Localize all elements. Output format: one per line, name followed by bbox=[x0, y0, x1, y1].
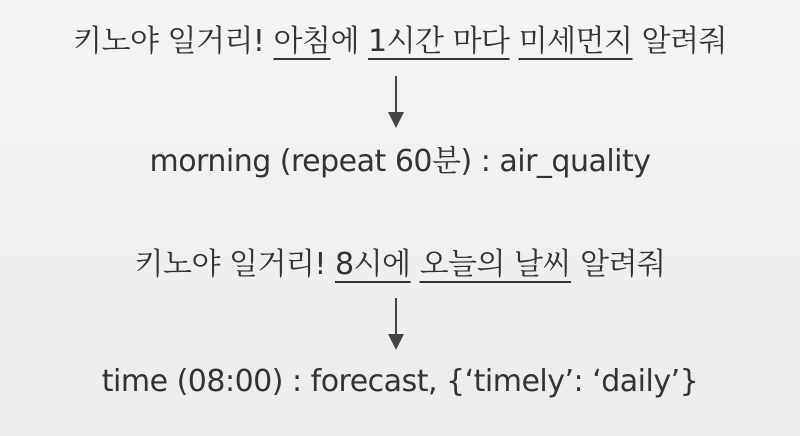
underlined-repeat-interval: 1시간 마다 bbox=[367, 24, 510, 59]
command-1-suffix: 알려줘 bbox=[632, 24, 727, 59]
underlined-topic-weather: 오늘의 날씨 bbox=[419, 247, 572, 282]
result-text-1: morning (repeat 60분) : air_quality bbox=[149, 144, 651, 179]
command-1-particle: 에 bbox=[330, 24, 368, 59]
underlined-time-morning: 아침 bbox=[273, 24, 331, 59]
command-2-prefix: 키노야 일거리! bbox=[134, 247, 335, 282]
command-text-2 bbox=[0, 245, 800, 285]
down-arrow-icon bbox=[386, 296, 406, 356]
result-text-2: time (08:00) : forecast, {‘timely’: ‘daily’} bbox=[101, 364, 699, 399]
command-2-suffix: 알려줘 bbox=[571, 247, 666, 282]
underlined-topic-fine-dust: 미세먼지 bbox=[518, 24, 633, 59]
command-2-space bbox=[411, 247, 420, 282]
down-arrow-icon bbox=[386, 74, 406, 134]
underlined-time-8: 8시에 bbox=[334, 247, 411, 282]
command-1-space bbox=[510, 24, 519, 59]
command-text-1 bbox=[0, 22, 800, 62]
command-1-prefix: 키노야 일거리! bbox=[73, 24, 274, 59]
